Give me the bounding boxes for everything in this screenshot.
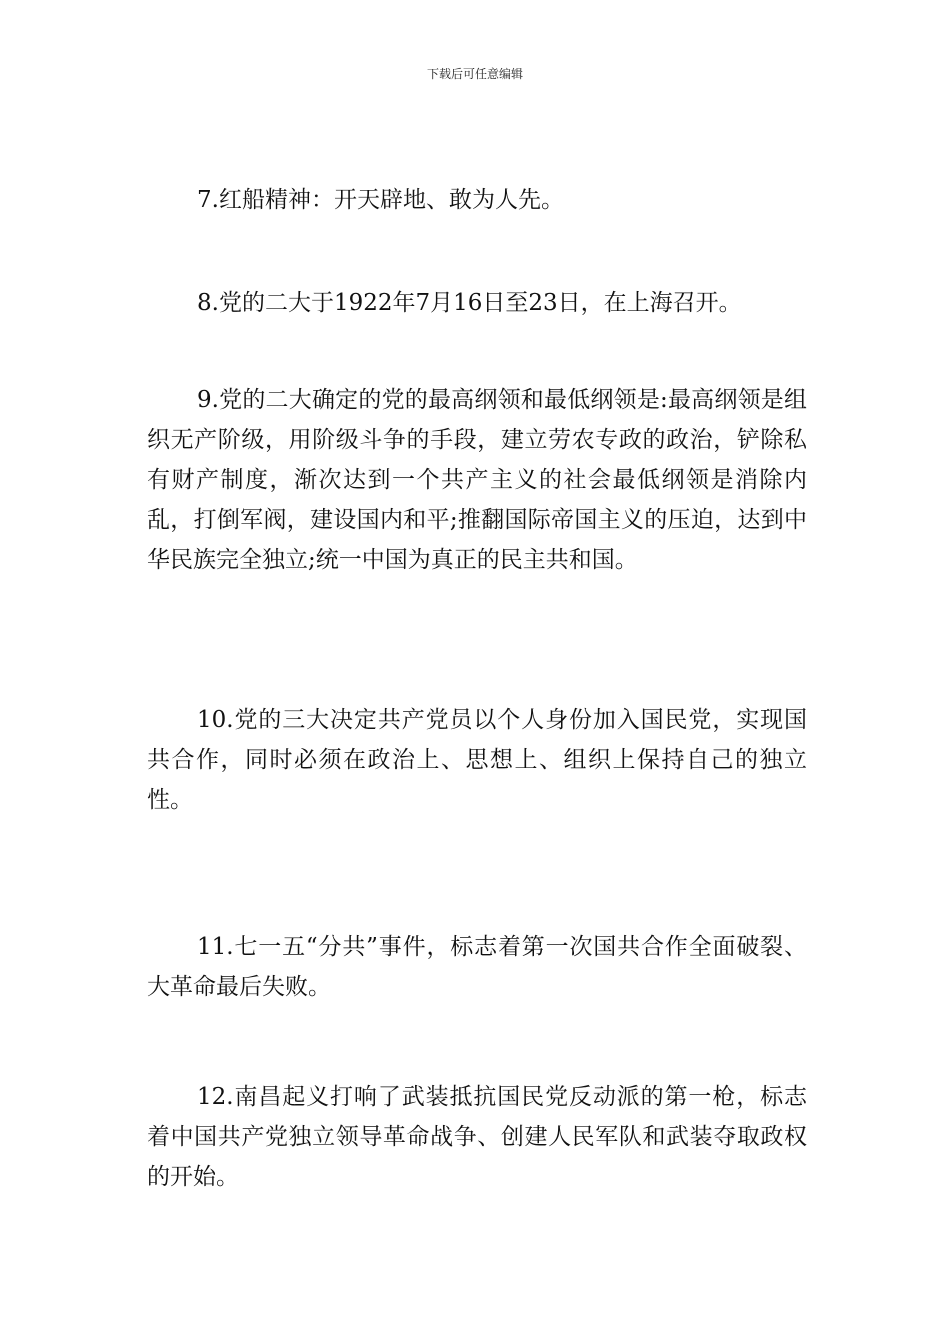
page-header: 下载后可任意编辑	[426, 67, 523, 81]
paragraph-7: 7.红船精神：开天辟地、敢为人先。	[197, 187, 564, 213]
paragraph-10: 10.党的三大决定共产党员以个人身份加入国民党，实现国共合作，同时必须在政治上、思想上、组织上保持自己的独立性。	[147, 707, 807, 813]
paragraph-11: 11.七一五“分共”事件，标志着第一次国共合作全面破裂、大革命最后失败。	[147, 934, 807, 1000]
paragraph-8: 8.党的二大于1922年7月16日至23日，在上海召开。	[197, 290, 742, 316]
paragraph-12: 12.南昌起义打响了武装抵抗国民党反动派的第一枪，标志着中国共产党独立领导革命战争、创建人民军队和武装夺取政权的开始。	[147, 1084, 807, 1190]
paragraph-9: 9.党的二大确定的党的最高纲领和最低纲领是:最高纲领是组织无产阶级，用阶级斗争的手段，建立劳农专政的政治，铲除私有财产制度，渐次达到一个共产主义的社会最低纲领是消除内乱，打倒军阀，建设国内和平;推翻国际帝国主义的压迫，达到中华民族完全独立;统一中国为真正的民主共和国。	[147, 387, 807, 573]
